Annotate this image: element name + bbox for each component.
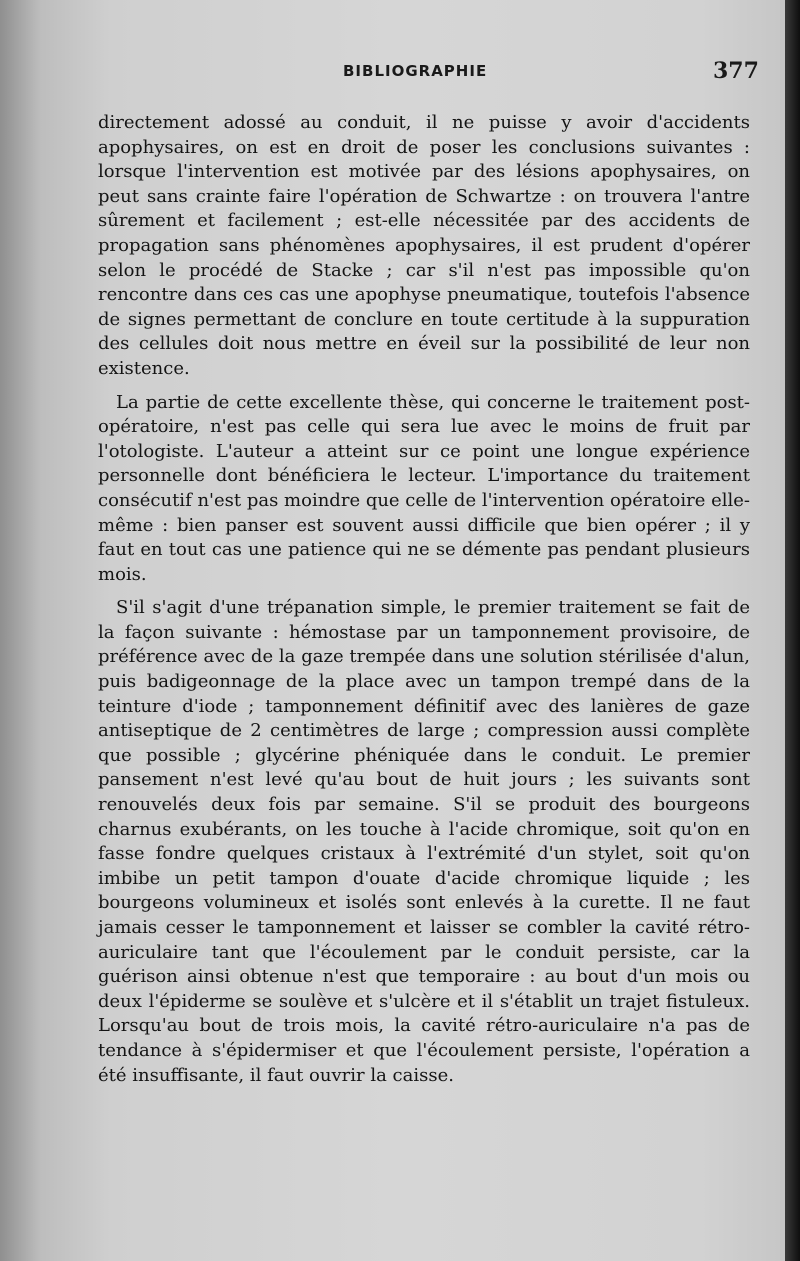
paragraph-2: La partie de cette excellente thèse, qui concerne le traitement post-opératoire, n'est pas celle qui sera lue avec le moins de fruit par l'otologiste. L'auteur a atteint sur ce point une longue expérience personnelle dont bénéficiera le lecteur. L'importance du traitement consécutif n'est pas moindre que celle de l'intervention opératoire elle-même : bien panser est souvent aussi difficile que bien opérer ; il y faut en tout cas une patience qui ne se démente pas pendant plusieurs mois.: [98, 391, 750, 585]
page-number: 377: [713, 58, 759, 84]
running-title: BIBLIOGRAPHIE: [343, 62, 488, 80]
paragraph-3: S'il s'agit d'une trépanation simple, le premier traitement se fait de la façon suivante : hémostase par un tamponnement provisoire, de préférence avec de la gaze trempée dans une solution stérilisée d'alun, puis badigeonnage de la place avec un tampon trempé dans de la teinture d'iode ; tamponnement définitif avec des lanières de gaze antiseptique de 2 centimètres de large ; compression aussi complète que possible ; glycérine phéniquée dans le conduit. Le premier pansement n'est levé qu'au bout de huit jours ; les suivants sont renouvelés deux fois par semaine. S'il se produit des bourgeons charnus exubérants, on les touche à l'acide chromique, soit qu'on en fasse fondre quelques cristaux à l'extrémité d'un stylet, soit qu'on imbibe un petit tampon d'ouate d'acide chromique liquide ; les bourgeons volumineux et isolés sont enlevés à la curette. Il ne faut jamais cesser le tamponnement et laisser se combler la cavité rétro-auriculaire tant que l'écoulement par le conduit persiste, car la guérison ainsi obtenue n'est que temporaire : au bout d'un mois ou deux l'épiderme se soulève et s'ulcère et il s'établit un trajet fistuleux. Lorsqu'au bout de trois mois, la cavité rétro-auriculaire n'a pas de tendance à s'épidermiser et que l'écoulement persiste, l'opération a été insuffisante, il faut ouvrir la caisse.: [98, 597, 750, 1086]
page-edge-shadow: [785, 0, 800, 1261]
body-text: [98, 111, 750, 1097]
paragraph-1: directement adossé au conduit, il ne puisse y avoir d'accidents apophysaires, on est en droit de poser les conclusions suivantes : lorsque l'intervention est motivée par des lésions apophysaires, on peut sans crainte faire l'opération de Schwartze : on trouvera l'antre sûrement et facilement ; est-elle nécessitée par des accidents de propagation sans phénomènes apophysaires, il est prudent d'opérer selon le procédé de Stacke ; car s'il n'est pas impossible qu'on rencontre dans ces cas une apophyse pneumatique, toutefois l'absence de signes permettant de conclure en toute certitude à la suppuration des cellules doit nous mettre en éveil sur la possibilité de leur non existence.: [98, 112, 750, 379]
page-header: [0, 58, 785, 88]
